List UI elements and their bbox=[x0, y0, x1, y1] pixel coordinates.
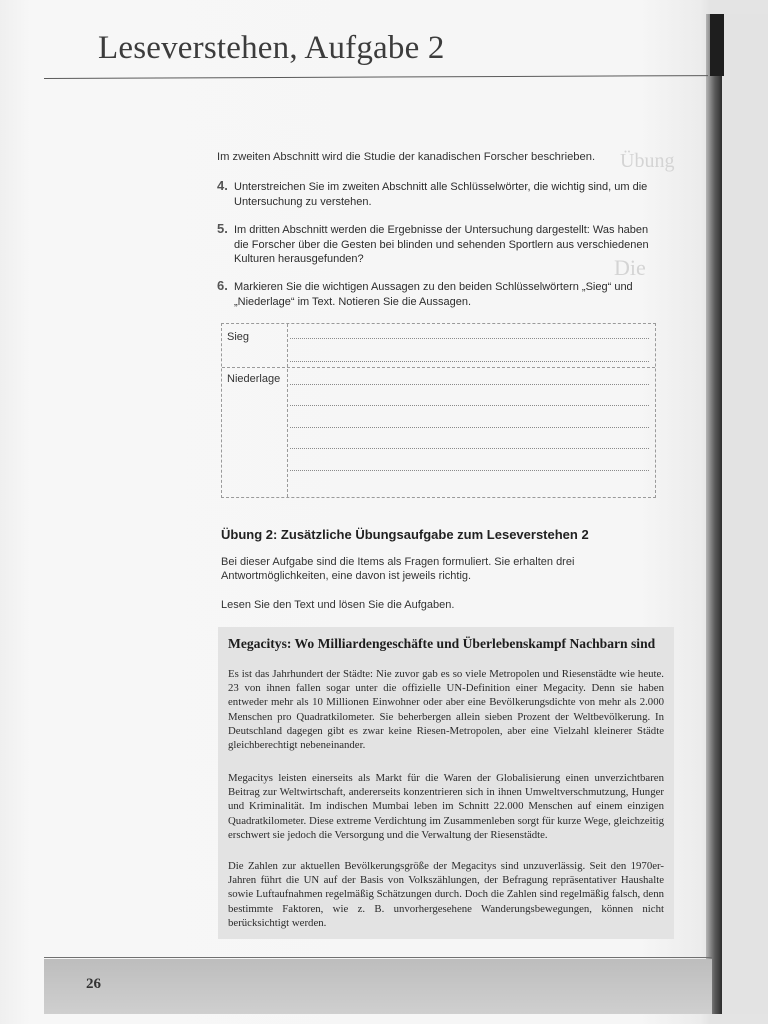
article-title: Megacitys: Wo Milliardengeschäfte und Überlebenskampf Nachbarn sind bbox=[228, 636, 656, 651]
article-paragraph-2: Megacitys leisten einerseits als Markt für die Waren der Globalisierung einen unverzichtbaren Beitrag zur Weltwirtschaft, andererseits konzentrieren sich in ihnen Umweltverschmutzung, Hunger und Kriminalität. Im indischen Mumbai leben im Schnitt 22.000 Menschen auf einem einzigen Quadratkilometer. Diese extreme Verdichtung im Zusammenleben sorgt für kurze Wege, gleichzeitig erschwert sie jedoch die Versorgung und die Verwaltung der Riesenstädte. bbox=[228, 772, 664, 841]
bleed-through-2: Die bbox=[614, 255, 646, 280]
table-row-divider bbox=[222, 367, 655, 368]
task-6 bbox=[217, 280, 657, 309]
answer-line[interactable] bbox=[290, 405, 649, 406]
task-number: 4. bbox=[217, 178, 228, 193]
task-4 bbox=[217, 180, 657, 209]
page-title: Leseverstehen, Aufgabe 2 bbox=[98, 30, 445, 66]
task-5 bbox=[217, 223, 657, 267]
answer-line[interactable] bbox=[290, 338, 649, 339]
answer-line[interactable] bbox=[290, 470, 649, 471]
task-text: Markieren Sie die wichtigen Aussagen zu den beiden Schlüsselwörtern „Sieg“ und „Niederlage“ im Text. Notieren Sie die Aussagen. bbox=[234, 281, 633, 308]
page-number: 26 bbox=[86, 976, 101, 992]
table-column-divider bbox=[287, 324, 288, 497]
bleed-through-1: Übung bbox=[620, 150, 675, 172]
answer-line[interactable] bbox=[290, 361, 649, 362]
answer-line[interactable] bbox=[290, 427, 649, 428]
intro-text: Im zweiten Abschnitt wird die Studie der kanadischen Forscher beschrieben. bbox=[217, 151, 596, 163]
task-text: Im dritten Abschnitt werden die Ergebnisse der Untersuchung dargestellt: Was haben die Forscher über die Gesten bei blinden und sehenden Sportlern aus verschiedenen Kulturen herausgefunden? bbox=[234, 224, 649, 265]
exercise-instruction: Lesen Sie den Text und lösen Sie die Aufgaben. bbox=[221, 599, 455, 611]
spine-shadow bbox=[710, 14, 724, 76]
article-box bbox=[218, 627, 674, 939]
answer-line[interactable] bbox=[290, 384, 649, 385]
page-footer bbox=[44, 959, 712, 1014]
row-label-niederlage: Niederlage bbox=[227, 373, 281, 385]
facing-page-edge bbox=[722, 14, 768, 1014]
article-paragraph-1: Es ist das Jahrhundert der Städte: Nie zuvor gab es so viele Metropolen und Riesenstädte wie heute. 23 von ihnen fallen sogar unter die offizielle UN-Definition einer Megacity. Denn sie haben entweder mehr als 10 Millionen Einwohner oder aber eine Bevölkerungsdichte von mehr als 2.000 Menschen pro Quadratkilometer. Sie beherbergen allein sieben Prozent der Weltbevölkerung. In Deutschland dagegen gibt es zwar keine Riesen-Metropolen, aber eine Vielzahl kleinerer Städte gleichberechtigt nebeneinander. bbox=[228, 668, 664, 752]
answer-table bbox=[221, 323, 656, 498]
article-paragraph-3: Die Zahlen zur aktuellen Bevölkerungsgröße der Megacitys sind unzuverlässig. Seit den 1970er-Jahren führt die UN auf der Basis von Volkszählungen, der Befragung repräsentativer Haushalte sowie Luftaufnahmen regelmäßig Schätzungen durch. Doch die Zahlen sind regelmäßig falsch, denn bestimmte Faktoren, wie z. B. unvorhergesehene Wanderungsbewegungen, können nicht berücksichtigt werden. bbox=[228, 860, 664, 929]
exercise-description: Bei dieser Aufgabe sind die Items als Fragen formuliert. Sie erhalten drei Antwortmöglichkeiten, eine davon ist jeweils richtig. bbox=[221, 556, 575, 582]
answer-line[interactable] bbox=[290, 448, 649, 449]
book-spine bbox=[706, 14, 722, 1014]
task-number: 6. bbox=[217, 278, 228, 293]
task-number: 5. bbox=[217, 221, 228, 236]
task-text: Unterstreichen Sie im zweiten Abschnitt alle Schlüsselwörter, die wichtig sind, um die Untersuchung zu verstehen. bbox=[234, 181, 648, 208]
exercise-title: Übung 2: Zusätzliche Übungsaufgabe zum Leseverstehen 2 bbox=[221, 527, 589, 542]
footer-divider bbox=[44, 957, 712, 958]
row-label-sieg: Sieg bbox=[227, 331, 250, 343]
